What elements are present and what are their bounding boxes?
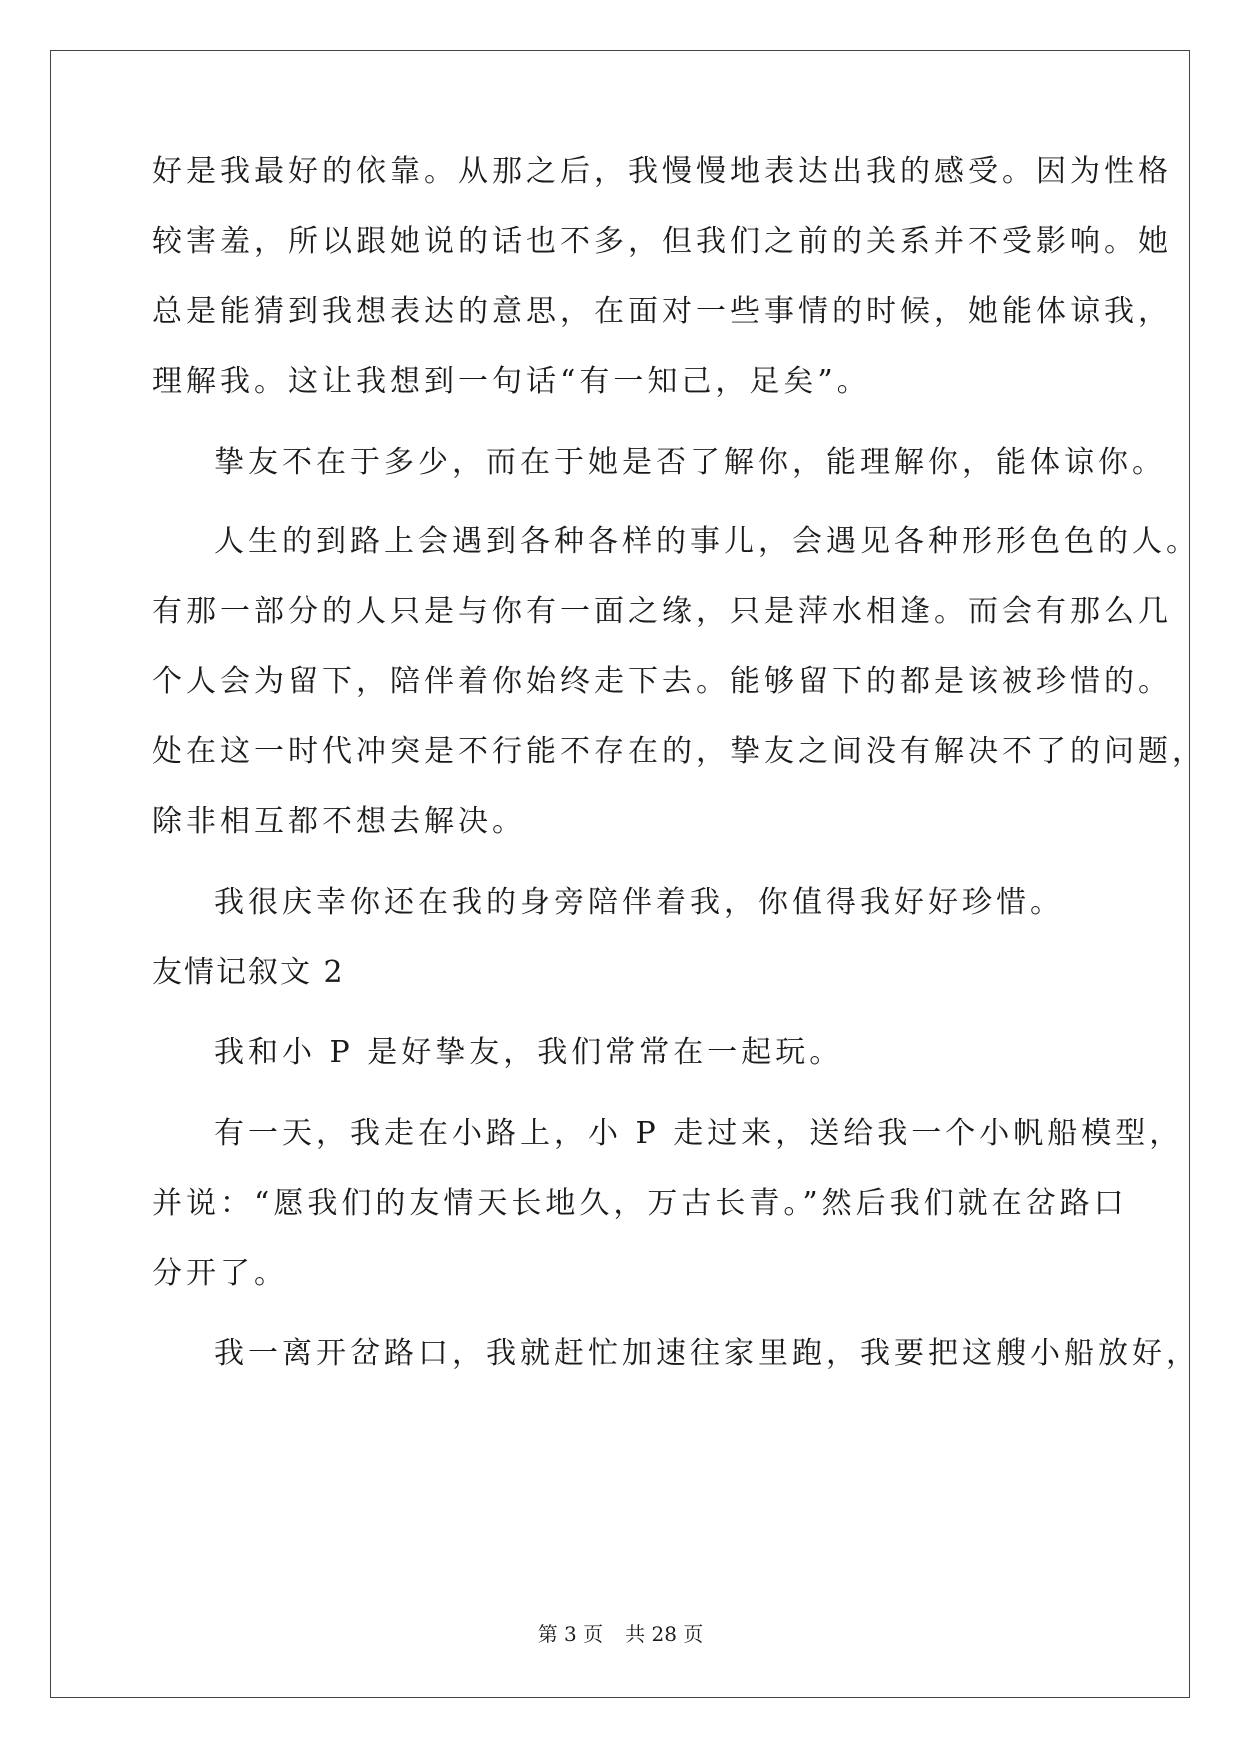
page-total: 共 28 页 <box>625 1622 704 1646</box>
paragraph-line: 我和小 P 是好挚友，我们常常在一起玩。 <box>214 1035 844 1070</box>
paragraph-line: 分开了。 <box>152 1256 288 1291</box>
paragraph-line: 总是能猜到我想表达的意思，在面对一些事情的时候，她能体谅我， <box>152 294 1172 329</box>
paragraph-line: 我一离开岔路口，我就赶忙加速往家里跑，我要把这艘小船放好， <box>214 1336 1200 1371</box>
paragraph-line: 并说：“愿我们的友情天长地久，万古长青。”然后我们就在岔路口 <box>152 1186 1128 1221</box>
paragraph-line: 除非相互都不想去解决。 <box>152 804 526 839</box>
paragraph-line: 好是我最好的依靠。从那之后，我慢慢地表达出我的感受。因为性格 <box>152 154 1172 189</box>
paragraph-line: 挚友不在于多少，而在于她是否了解你，能理解你，能体谅你。 <box>214 445 1166 480</box>
page-number: 第 3 页 <box>537 1622 604 1646</box>
paragraph-line: 我很庆幸你还在我的身旁陪伴着我，你值得我好好珍惜。 <box>214 885 1064 920</box>
paragraph-line: 个人会为留下，陪伴着你始终走下去。能够留下的都是该被珍惜的。 <box>152 664 1172 699</box>
paragraph-line: 理解我。这让我想到一句话“有一知己，足矣”。 <box>152 364 871 399</box>
paragraph-line: 人生的到路上会遇到各种各样的事儿，会遇见各种形形色色的人。 <box>214 524 1200 559</box>
paragraph-line: 处在这一时代冲突是不行能不存在的，挚友之间没有解决不了的问题， <box>152 734 1206 769</box>
paragraph-line: 较害羞，所以跟她说的话也不多，但我们之前的关系并不受影响。她 <box>152 224 1172 259</box>
page-footer <box>0 1622 1241 1646</box>
paragraph-line: 有那一部分的人只是与你有一面之缘，只是萍水相逢。而会有那么几 <box>152 594 1172 629</box>
paragraph-line: 有一天，我走在小路上，小 P 走过来，送给我一个小帆船模型， <box>214 1116 1184 1151</box>
section-heading: 友情记叙文 2 <box>152 955 345 990</box>
